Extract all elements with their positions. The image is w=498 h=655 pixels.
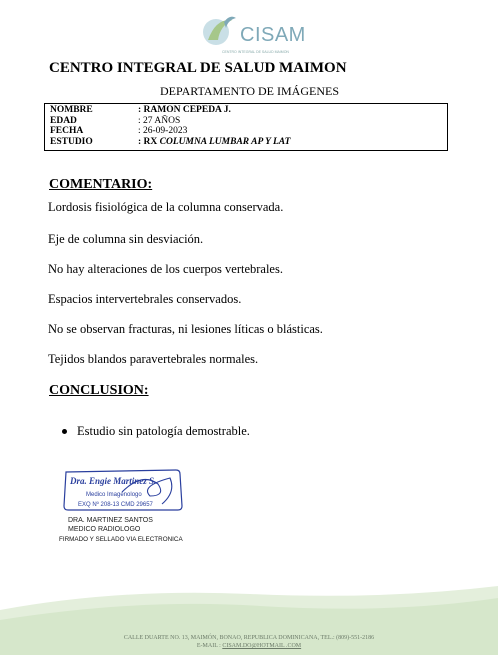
footer-email-label: E-MAIL : <box>196 643 223 649</box>
finding-5: No se observan fracturas, ni lesiones líticas o blásticas. <box>48 322 323 336</box>
study-label: ESTUDIO <box>50 136 93 147</box>
age-value: : 27 AÑOS <box>138 115 181 126</box>
conclusion-text: Estudio sin patología demostrable. <box>77 424 250 438</box>
footer-address: CALLE DUARTE NO. 13, MAIMÓN, BONAO, REPUBLICA DOMINICANA, TEL.: (809)-551-2186 <box>123 635 375 641</box>
footer-email[interactable]: CISAM.DO@HOTMAIL .COM <box>222 643 302 649</box>
department-title: DEPARTAMENTO DE IMÁGENES <box>160 84 339 98</box>
patient-row-name <box>50 105 442 116</box>
footer-email-line <box>0 643 498 649</box>
electronic-signature-note: FIRMADO Y SELLADO VIA ELECTRONICA <box>59 536 183 543</box>
age-label: EDAD <box>50 115 77 126</box>
logo-text: CISAM <box>240 24 306 46</box>
finding-2: Eje de columna sin desviación. <box>48 232 204 246</box>
study-value-prefix: : RX <box>138 136 160 147</box>
comentario-heading: COMENTARIO: <box>49 177 153 192</box>
finding-3: No hay alteraciones de los cuerpos vertebrales. <box>48 262 283 276</box>
conclusion-heading: CONCLUSION: <box>49 383 149 398</box>
stamp-graphic <box>62 466 186 514</box>
stamp-line-2: Medico Imagenologo <box>86 492 142 498</box>
conclusion-item <box>62 424 250 439</box>
signer-title: MEDICO RADIOLOGO <box>68 526 141 533</box>
signature-stamp <box>62 466 186 514</box>
patient-info-box <box>44 103 448 151</box>
stamp-line-1: Dra. Engie Martinez S. <box>70 476 157 486</box>
finding-1: Lordosis fisiológica de la columna conservada. <box>48 200 284 214</box>
name-label: NOMBRE <box>50 105 93 115</box>
bullet-icon <box>62 429 67 434</box>
clinic-logo <box>198 10 308 54</box>
signer-name: DRA. MARTINEZ SANTOS <box>68 517 153 524</box>
study-value: COLUMNA LUMBAR AP Y LAT <box>159 136 291 147</box>
patient-row-study <box>50 137 442 148</box>
patient-row-age <box>50 116 442 127</box>
patient-row-date <box>50 126 442 137</box>
finding-6: Tejidos blandos paravertebrales normales. <box>48 352 259 366</box>
signature-block <box>68 516 153 534</box>
logo-tagline: CENTRO INTEGRAL DE SALUD MAIMON <box>222 50 289 54</box>
center-name: CENTRO INTEGRAL DE SALUD MAIMON <box>49 60 347 76</box>
stamp-line-3: EXQ Nº 208-13 CMD 29657 <box>78 502 153 508</box>
date-value: : 26-09-2023 <box>138 126 188 136</box>
finding-4: Espacios intervertebrales conservados. <box>48 292 242 306</box>
name-value: : RAMON CEPEDA J. <box>138 105 231 115</box>
date-label: FECHA <box>50 126 84 136</box>
